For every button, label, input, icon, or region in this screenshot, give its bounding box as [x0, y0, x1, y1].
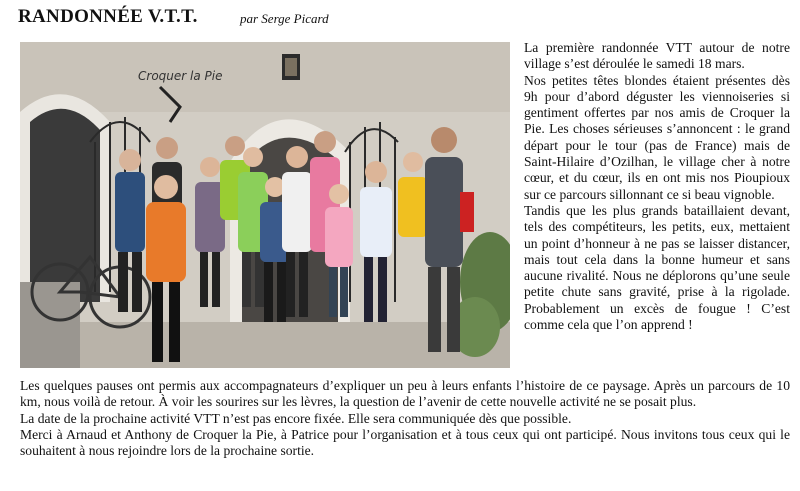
article-bottom-body — [20, 378, 790, 459]
side-paragraph-1: La première randonnée VTT autour de notre village s’est déroulée le samedi 18 mars. — [524, 40, 790, 72]
bottom-paragraph-1: Les quelques pauses ont permis aux accompagnateurs d’expliquer un peu à leurs enfants l’histoire de ce paysage. Après un parcours de 10 km, nous voilà de retour. À voir les sourires sur les lèvres, la question de l’avenir de cette nouvelle activité ne se posait plus. — [20, 378, 790, 410]
group-photo — [20, 42, 510, 368]
article-side-column — [524, 40, 790, 333]
side-paragraph-3: Tandis que les plus grands bataillaient devant, tels des compétiteurs, les petits, eux, mettaient un point d’honneur à ne pas se laisser distancer, mais tout cela dans la bonne humeur et sans aucune rivalité. Nous ne déplorons qu’une seule petite chute sans gravité, prise à la rigolade. Probablement un excès de fougue ! C’est comme cela que l’on apprend ! — [524, 202, 790, 333]
article-byline: par Serge Picard — [240, 11, 329, 26]
bottom-paragraph-3: Merci à Arnaud et Anthony de Croquer la Pie, à Patrice pour l’organisation et à tous ceux qui ont participé. Nous invitons tous ceux qui le souhaitent à nous rejoindre lors de la prochaine sortie. — [20, 426, 790, 459]
bottom-paragraph-2: La date de la prochaine activité VTT n’est pas encore fixée. Elle sera communiquée dès que possible. — [20, 410, 572, 426]
side-paragraph-2: Nos petites têtes blondes étaient présentes dès 9h pour d’abord déguster les viennoiseries si gentiment offertes par nos amis de Croquer la Pie. Les choses sérieuses s’annoncent : le grand départ pour le tour (pas de France) mais de Saint-Hilaire d’Ozilhan, le village cher à notre cœur, et du cœur, ils en ont mis nos Pioupioux sur ce parcours sillonnant ce si beau vignoble. — [524, 72, 790, 202]
restaurant-sign-text: Croquer la Pie — [138, 69, 223, 83]
photo-illustration — [20, 42, 510, 368]
article-title: RANDONNÉE V.T.T. — [18, 6, 198, 27]
